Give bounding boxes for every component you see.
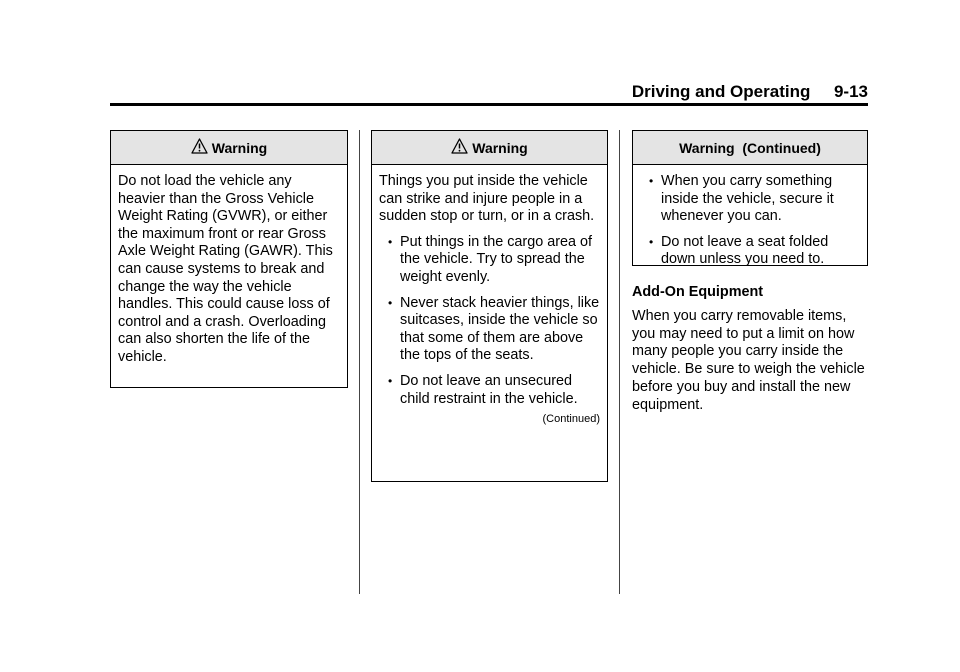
list-item: • Never stack heavier things, like suitcases, inside the vehicle so that some of them are above the tops of the seats. bbox=[379, 295, 600, 365]
addon-section bbox=[632, 284, 868, 415]
warning-heading-3: Warning (Continued) bbox=[679, 139, 821, 156]
page-title: Driving and Operating 9-13 bbox=[631, 82, 868, 101]
list-item: • When you carry something inside the vehicle, secure it whenever you can. bbox=[640, 173, 860, 226]
warning-triangle-icon bbox=[451, 138, 468, 154]
warning-bullets-2 bbox=[379, 234, 600, 408]
list-item: • Do not leave a seat folded down unless you need to. bbox=[640, 234, 860, 269]
page-header bbox=[110, 82, 868, 104]
warning-triangle-icon bbox=[191, 138, 208, 154]
warning-bullets-3 bbox=[640, 173, 860, 269]
warning-intro-2: Things you put inside the vehicle can strike and injure people in a sudden stop or turn, or in a crash. bbox=[379, 173, 595, 225]
column-divider-2 bbox=[619, 130, 620, 594]
warning-box-2 bbox=[371, 130, 608, 482]
warning-box-1 bbox=[110, 130, 348, 388]
warning-heading-1: Warning bbox=[211, 139, 268, 156]
warning-header-3 bbox=[633, 131, 867, 165]
warning-body-2 bbox=[372, 165, 607, 432]
warning-heading-2: Warning bbox=[472, 139, 528, 156]
warning-body-1 bbox=[111, 165, 347, 373]
warning-header-1 bbox=[111, 131, 347, 165]
warning-body-3 bbox=[633, 173, 867, 275]
warning-box-3 bbox=[632, 130, 868, 266]
warning-header-2 bbox=[372, 131, 607, 165]
section-heading: Add-On Equipment bbox=[632, 284, 764, 300]
section-text: When you carry removable items, you may need to put a limit on how many people you carry inside the vehicle. Be sure to weigh the vehicle before you buy and install the new equipment. bbox=[632, 307, 865, 413]
list-item: • Put things in the cargo area of the vehicle. Try to spread the weight evenly. bbox=[379, 234, 600, 287]
continued-note: (Continued) bbox=[542, 413, 600, 426]
column-divider-1 bbox=[359, 130, 360, 594]
warning-text-1: Do not load the vehicle any heavier than the Gross Vehicle Weight Rating (GVWR), or either the maximum front or rear Gross Axle Weight Rating (GAWR). This can cause systems to break and change the way the vehicle handles. This could cause loss of control and a crash. Overloading can also shorten the life of the vehicle. bbox=[118, 173, 333, 365]
header-rule bbox=[110, 103, 868, 106]
list-item: • Do not leave an unsecured child restraint in the vehicle. bbox=[379, 373, 600, 408]
